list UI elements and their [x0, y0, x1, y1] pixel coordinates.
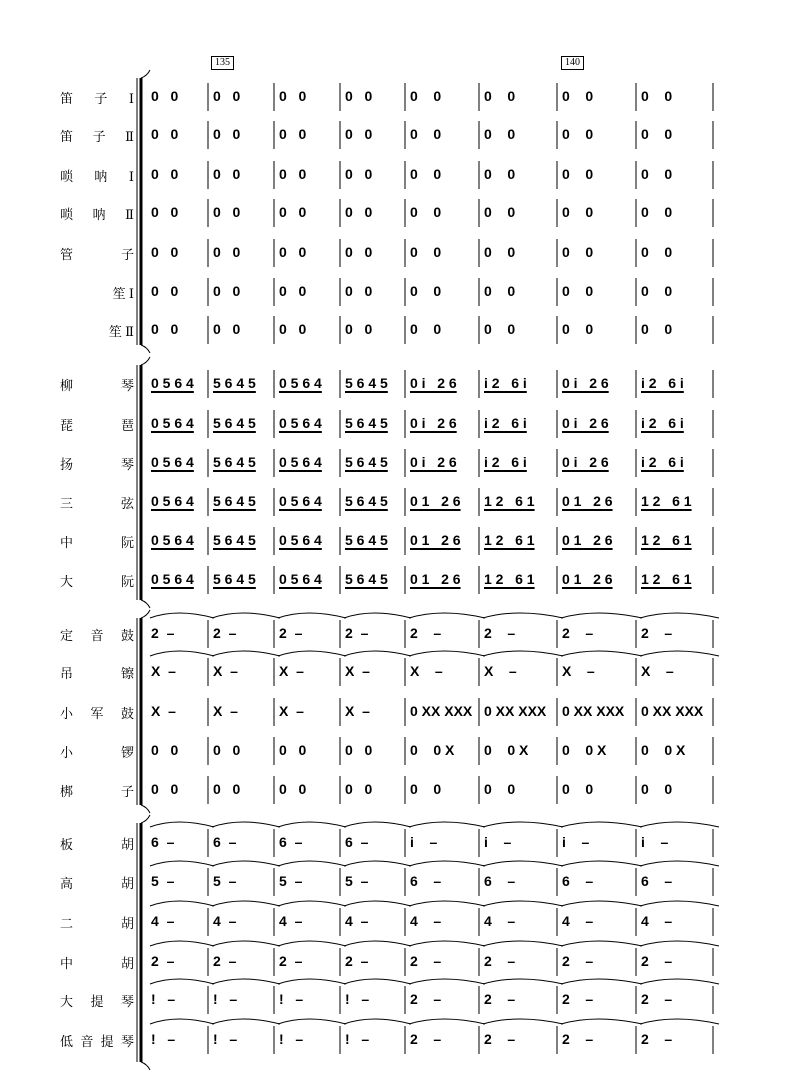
- bar-notes: 0 0: [484, 204, 516, 220]
- bar-notes: 2 –: [641, 991, 673, 1007]
- tie-slur: [278, 651, 346, 656]
- bar-notes: 0 0: [151, 126, 179, 142]
- bar-notes: 0 0: [562, 283, 594, 299]
- bar-notes: 0 0: [562, 204, 594, 220]
- bar-notes: X –: [151, 703, 176, 719]
- bar-notes: 2 –: [151, 625, 175, 641]
- instrument-label: 柳 琴: [60, 378, 134, 393]
- bar-notes: 0 0 X: [562, 742, 607, 758]
- bar-notes: 0 i 2 6: [410, 454, 457, 470]
- tie-slur: [278, 941, 346, 946]
- bar-notes: 0 0: [151, 321, 179, 337]
- instrument-label: 二 胡: [60, 916, 134, 931]
- bar-notes: 4 –: [562, 913, 594, 929]
- bar-notes: 0 5 6 4: [279, 454, 322, 470]
- bar-notes: 5 6 4 5: [213, 415, 256, 431]
- bar-notes: 2 –: [484, 953, 516, 969]
- instrument-label: 板 胡: [60, 837, 134, 852]
- instrument-label: 大 提 琴: [60, 994, 134, 1009]
- bar-notes: 0 0: [279, 126, 307, 142]
- tie-slur: [150, 979, 214, 984]
- tie-slur: [640, 1019, 719, 1024]
- bar-notes: 0 0: [641, 321, 673, 337]
- bar-notes: i –: [641, 834, 669, 850]
- bar-notes: X –: [410, 663, 443, 679]
- measure-number-135: 135: [211, 56, 234, 70]
- bar-notes: 0 5 6 4: [151, 415, 194, 431]
- bar-notes: 0 0: [213, 244, 241, 260]
- bar-notes: 2 –: [641, 1031, 673, 1047]
- instrument-label: 吊 镲: [60, 666, 134, 681]
- tie-slur: [150, 901, 214, 906]
- bar-notes: 6 –: [410, 873, 442, 889]
- bar-notes: 0 0: [410, 166, 442, 182]
- bar-notes: 0 1 2 6: [410, 571, 461, 587]
- tie-slur: [561, 941, 642, 946]
- instrument-label: 中 阮: [60, 535, 134, 550]
- bar-notes: 0 0: [562, 781, 594, 797]
- tie-slur: [212, 979, 280, 984]
- bar-notes: ! –: [345, 1031, 370, 1047]
- bar-notes: 5 6 4 5: [345, 375, 388, 391]
- bar-notes: 0 0: [410, 321, 442, 337]
- bar-notes: i –: [562, 834, 590, 850]
- tie-slur: [483, 861, 563, 866]
- instrument-label: 高 胡: [60, 876, 134, 891]
- tie-slur: [344, 979, 411, 984]
- tie-slur: [344, 941, 411, 946]
- bar-notes: 0 0: [484, 88, 516, 104]
- bar-notes: 5 6 4 5: [213, 571, 256, 587]
- tie-slur: [150, 861, 214, 866]
- bar-notes: 0 1 2 6: [562, 532, 613, 548]
- bar-notes: 0 0: [151, 244, 179, 260]
- bracket-hook-top: [141, 815, 150, 823]
- bar-notes: 5 6 4 5: [345, 415, 388, 431]
- tie-slur: [409, 861, 485, 866]
- bar-notes: 0 0 X: [410, 742, 455, 758]
- bar-notes: 0 XX XXX: [562, 703, 625, 719]
- bar-notes: 0 0: [345, 126, 373, 142]
- bar-notes: 0 0: [562, 321, 594, 337]
- tie-slur: [150, 613, 214, 618]
- bar-notes: 1 2 6 1: [641, 571, 692, 587]
- bar-notes: 4 –: [410, 913, 442, 929]
- bar-notes: i –: [410, 834, 438, 850]
- bar-notes: 0 0: [484, 781, 516, 797]
- bar-notes: 0 0: [345, 781, 373, 797]
- tie-slur: [212, 1019, 280, 1024]
- bar-notes: X –: [213, 663, 238, 679]
- bar-notes: 4 –: [279, 913, 303, 929]
- bar-notes: 0 0: [213, 204, 241, 220]
- bar-notes: 0 XX XXX: [410, 703, 473, 719]
- bar-notes: 0 0: [562, 166, 594, 182]
- bar-notes: 6 –: [279, 834, 303, 850]
- tie-slur: [409, 613, 485, 618]
- instrument-label: 笛 子 Ⅱ: [60, 129, 134, 144]
- bar-notes: 5 –: [279, 873, 303, 889]
- bar-notes: 1 2 6 1: [484, 532, 535, 548]
- instrument-label: 梆 子: [60, 784, 134, 799]
- tie-slur: [561, 613, 642, 618]
- tie-slur: [344, 1019, 411, 1024]
- bar-notes: 0 0: [641, 88, 673, 104]
- bar-notes: 6 –: [484, 873, 516, 889]
- tie-slur: [561, 822, 642, 827]
- bar-notes: 0 0: [151, 166, 179, 182]
- bar-notes: 5 6 4 5: [213, 454, 256, 470]
- bar-notes: 0 0: [641, 283, 673, 299]
- bar-notes: 0 0: [641, 781, 673, 797]
- tie-slur: [344, 822, 411, 827]
- bar-notes: 0 0: [484, 321, 516, 337]
- bar-notes: 0 0: [641, 166, 673, 182]
- bar-notes: 4 –: [641, 913, 673, 929]
- bar-notes: i 2 6 i: [484, 375, 527, 391]
- bar-notes: 5 6 4 5: [345, 493, 388, 509]
- bar-notes: 2 –: [641, 953, 673, 969]
- bar-notes: 0 0: [345, 88, 373, 104]
- bar-notes: ! –: [345, 991, 370, 1007]
- tie-slur: [409, 1019, 485, 1024]
- instrument-label: 管 子: [60, 247, 134, 262]
- tie-slur: [212, 651, 280, 656]
- tie-slur: [278, 613, 346, 618]
- bar-notes: 2 –: [410, 1031, 442, 1047]
- bar-notes: 0 5 6 4: [151, 375, 194, 391]
- bar-notes: 2 –: [213, 953, 237, 969]
- bar-notes: 0 0: [213, 166, 241, 182]
- bracket-hook-top: [141, 357, 150, 365]
- bar-notes: 0 XX XXX: [641, 703, 704, 719]
- bracket-hook-top: [141, 70, 150, 78]
- bar-notes: 0 0: [641, 126, 673, 142]
- bar-notes: ! –: [213, 1031, 238, 1047]
- instrument-label: 琵 琶: [60, 418, 134, 433]
- bar-notes: X –: [213, 703, 238, 719]
- instrument-label: 唢 呐 Ⅰ: [60, 169, 134, 184]
- bar-notes: 0 0: [279, 166, 307, 182]
- bar-notes: 0 0: [279, 244, 307, 260]
- bar-notes: ! –: [279, 991, 304, 1007]
- bar-notes: X –: [279, 663, 304, 679]
- bar-notes: 0 0: [279, 88, 307, 104]
- bar-notes: X –: [641, 663, 674, 679]
- instrument-label: 低音提琴: [60, 1034, 134, 1049]
- bar-notes: 0 5 6 4: [279, 375, 322, 391]
- tie-slur: [344, 901, 411, 906]
- bar-notes: 4 –: [345, 913, 369, 929]
- bar-notes: 0 0: [410, 88, 442, 104]
- bar-notes: 4 –: [151, 913, 175, 929]
- tie-slur: [278, 822, 346, 827]
- bar-notes: 0 5 6 4: [279, 571, 322, 587]
- instrument-label: 三 弦: [60, 496, 134, 511]
- bar-notes: 4 –: [213, 913, 237, 929]
- tie-slur: [640, 651, 719, 656]
- bar-notes: 0 0: [279, 781, 307, 797]
- bar-notes: 0 0: [345, 283, 373, 299]
- bar-notes: 2 –: [641, 625, 673, 641]
- tie-slur: [150, 822, 214, 827]
- bracket-hook-top: [141, 610, 150, 618]
- bar-notes: 0 i 2 6: [410, 375, 457, 391]
- tie-slur: [212, 941, 280, 946]
- bar-notes: X –: [279, 703, 304, 719]
- bar-notes: 0 0: [345, 204, 373, 220]
- bar-notes: 5 6 4 5: [213, 375, 256, 391]
- bar-notes: 2 –: [345, 625, 369, 641]
- tie-slur: [640, 861, 719, 866]
- tie-slur: [278, 1019, 346, 1024]
- bar-notes: 1 2 6 1: [641, 532, 692, 548]
- bar-notes: 2 –: [410, 953, 442, 969]
- bar-notes: 2 –: [484, 991, 516, 1007]
- bar-notes: 0 0: [484, 283, 516, 299]
- bar-notes: 5 6 4 5: [345, 532, 388, 548]
- tie-slur: [561, 901, 642, 906]
- bar-notes: 0 0: [151, 283, 179, 299]
- bar-notes: 0 0 X: [484, 742, 529, 758]
- bar-notes: 0 0: [279, 283, 307, 299]
- bar-notes: 0 0: [213, 88, 241, 104]
- bar-notes: 0 0: [484, 166, 516, 182]
- tie-slur: [212, 822, 280, 827]
- bar-notes: X –: [562, 663, 595, 679]
- instrument-label: 定 音 鼓: [60, 628, 134, 643]
- bar-notes: 6 –: [641, 873, 673, 889]
- tie-slur: [212, 613, 280, 618]
- bar-notes: 0 0: [641, 244, 673, 260]
- bar-notes: 2 –: [410, 625, 442, 641]
- bar-notes: 1 2 6 1: [484, 493, 535, 509]
- bar-notes: 2 –: [213, 625, 237, 641]
- bar-notes: 2 –: [279, 625, 303, 641]
- tie-slur: [278, 901, 346, 906]
- bar-notes: 6 –: [345, 834, 369, 850]
- bar-notes: 5 6 4 5: [213, 493, 256, 509]
- bar-notes: 0 0: [345, 742, 373, 758]
- tie-slur: [150, 1019, 214, 1024]
- bracket-hook-bottom: [141, 600, 150, 608]
- tie-slur: [150, 651, 214, 656]
- tie-slur: [409, 941, 485, 946]
- bar-notes: 2 –: [484, 1031, 516, 1047]
- bar-notes: 2 –: [562, 1031, 594, 1047]
- bar-notes: X –: [484, 663, 517, 679]
- tie-slur: [561, 979, 642, 984]
- bar-notes: 0 0: [213, 742, 241, 758]
- bar-notes: 2 –: [410, 991, 442, 1007]
- bar-notes: 0 0: [279, 321, 307, 337]
- bar-notes: i –: [484, 834, 512, 850]
- bar-notes: 0 5 6 4: [151, 493, 194, 509]
- bar-notes: 5 6 4 5: [213, 532, 256, 548]
- tie-slur: [344, 651, 411, 656]
- bar-notes: i 2 6 i: [641, 375, 684, 391]
- bar-notes: i 2 6 i: [641, 454, 684, 470]
- bar-notes: ! –: [279, 1031, 304, 1047]
- bar-notes: 4 –: [484, 913, 516, 929]
- bar-notes: 2 –: [151, 953, 175, 969]
- tie-slur: [409, 901, 485, 906]
- tie-slur: [640, 901, 719, 906]
- bar-notes: 0 0: [484, 126, 516, 142]
- tie-slur: [278, 979, 346, 984]
- bar-notes: 0 1 2 6: [410, 532, 461, 548]
- tie-slur: [483, 901, 563, 906]
- tie-slur: [483, 1019, 563, 1024]
- tie-slur: [640, 613, 719, 618]
- tie-slur: [212, 901, 280, 906]
- tie-slur: [278, 861, 346, 866]
- bar-notes: 0 5 6 4: [151, 532, 194, 548]
- bar-notes: i 2 6 i: [484, 415, 527, 431]
- measure-number-140: 140: [561, 56, 584, 70]
- bar-notes: 0 0: [151, 742, 179, 758]
- instrument-label: 中 胡: [60, 956, 134, 971]
- bar-notes: 0 0: [345, 244, 373, 260]
- tie-slur: [409, 651, 485, 656]
- bar-notes: ! –: [213, 991, 238, 1007]
- bar-notes: 0 5 6 4: [279, 532, 322, 548]
- bar-notes: 6 –: [213, 834, 237, 850]
- tie-slur: [344, 613, 411, 618]
- bar-notes: 2 –: [562, 991, 594, 1007]
- bar-notes: 5 –: [345, 873, 369, 889]
- bar-notes: 5 –: [151, 873, 175, 889]
- bar-notes: 2 –: [562, 953, 594, 969]
- tie-slur: [483, 979, 563, 984]
- tie-slur: [483, 613, 563, 618]
- bar-notes: 0 1 2 6: [562, 493, 613, 509]
- bar-notes: 0 i 2 6: [410, 415, 457, 431]
- bar-notes: 6 –: [562, 873, 594, 889]
- instrument-label: 笙 Ⅱ: [108, 324, 134, 339]
- bar-notes: ! –: [151, 991, 176, 1007]
- tie-slur: [483, 941, 563, 946]
- bar-notes: 0 0: [641, 204, 673, 220]
- bracket-hook-bottom: [141, 805, 150, 813]
- tie-slur: [344, 861, 411, 866]
- tie-slur: [483, 651, 563, 656]
- bar-notes: 0 i 2 6: [562, 415, 609, 431]
- tie-slur: [561, 861, 642, 866]
- bar-notes: 0 0: [279, 204, 307, 220]
- tie-slur: [640, 979, 719, 984]
- bar-notes: 0 1 2 6: [410, 493, 461, 509]
- bar-notes: 0 0: [345, 166, 373, 182]
- bracket-hook-bottom: [141, 1062, 150, 1070]
- bar-notes: 0 0: [410, 204, 442, 220]
- bar-notes: 0 i 2 6: [562, 454, 609, 470]
- bar-notes: 0 0: [484, 244, 516, 260]
- bar-notes: 0 0: [279, 742, 307, 758]
- bar-notes: 0 0: [562, 244, 594, 260]
- bar-notes: 2 –: [562, 625, 594, 641]
- bar-notes: 6 –: [151, 834, 175, 850]
- bar-notes: 0 1 2 6: [562, 571, 613, 587]
- bar-notes: X –: [151, 663, 176, 679]
- instrument-label: 笛 子 Ⅰ: [60, 91, 134, 106]
- bar-notes: X –: [345, 703, 370, 719]
- bar-notes: ! –: [151, 1031, 176, 1047]
- tie-slur: [212, 861, 280, 866]
- instrument-label: 小 锣: [60, 745, 134, 760]
- instrument-label: 唢 呐 Ⅱ: [60, 207, 134, 222]
- instrument-label: 笙 Ⅰ: [112, 286, 134, 301]
- bar-notes: 0 0: [151, 88, 179, 104]
- bar-notes: i 2 6 i: [641, 415, 684, 431]
- bar-notes: i 2 6 i: [484, 454, 527, 470]
- bar-notes: 0 0: [410, 283, 442, 299]
- tie-slur: [640, 941, 719, 946]
- bar-notes: 0 5 6 4: [279, 415, 322, 431]
- instrument-label: 大 阮: [60, 574, 134, 589]
- bar-notes: 5 –: [213, 873, 237, 889]
- bar-notes: 2 –: [279, 953, 303, 969]
- bar-notes: X –: [345, 663, 370, 679]
- bar-notes: 0 0: [213, 781, 241, 797]
- bar-notes: 0 0: [410, 244, 442, 260]
- bar-notes: 2 –: [345, 953, 369, 969]
- bar-notes: 0 0: [410, 781, 442, 797]
- tie-slur: [483, 822, 563, 827]
- bar-notes: 1 2 6 1: [484, 571, 535, 587]
- bar-notes: 0 i 2 6: [562, 375, 609, 391]
- bar-notes: 0 0: [562, 126, 594, 142]
- bar-notes: 0 0: [213, 321, 241, 337]
- instrument-label: 小 军 鼓: [60, 706, 134, 721]
- bar-notes: 0 0 X: [641, 742, 686, 758]
- bar-notes: 0 XX XXX: [484, 703, 547, 719]
- instrument-label: 扬 琴: [60, 457, 134, 472]
- bar-notes: 1 2 6 1: [641, 493, 692, 509]
- tie-slur: [409, 979, 485, 984]
- tie-slur: [640, 822, 719, 827]
- bar-notes: 0 5 6 4: [151, 571, 194, 587]
- tie-slur: [561, 651, 642, 656]
- bar-notes: 5 6 4 5: [345, 571, 388, 587]
- bar-notes: 0 0: [410, 126, 442, 142]
- tie-slur: [409, 822, 485, 827]
- bar-notes: 0 0: [345, 321, 373, 337]
- bar-notes: 0 0: [562, 88, 594, 104]
- bar-notes: 2 –: [484, 625, 516, 641]
- tie-slur: [150, 941, 214, 946]
- bar-notes: 0 5 6 4: [151, 454, 194, 470]
- bar-notes: 0 0: [151, 781, 179, 797]
- tie-slur: [561, 1019, 642, 1024]
- bar-notes: 0 0: [151, 204, 179, 220]
- bar-notes: 0 5 6 4: [279, 493, 322, 509]
- bar-notes: 0 0: [213, 126, 241, 142]
- bar-notes: 5 6 4 5: [345, 454, 388, 470]
- bracket-hook-bottom: [141, 345, 150, 353]
- bar-notes: 0 0: [213, 283, 241, 299]
